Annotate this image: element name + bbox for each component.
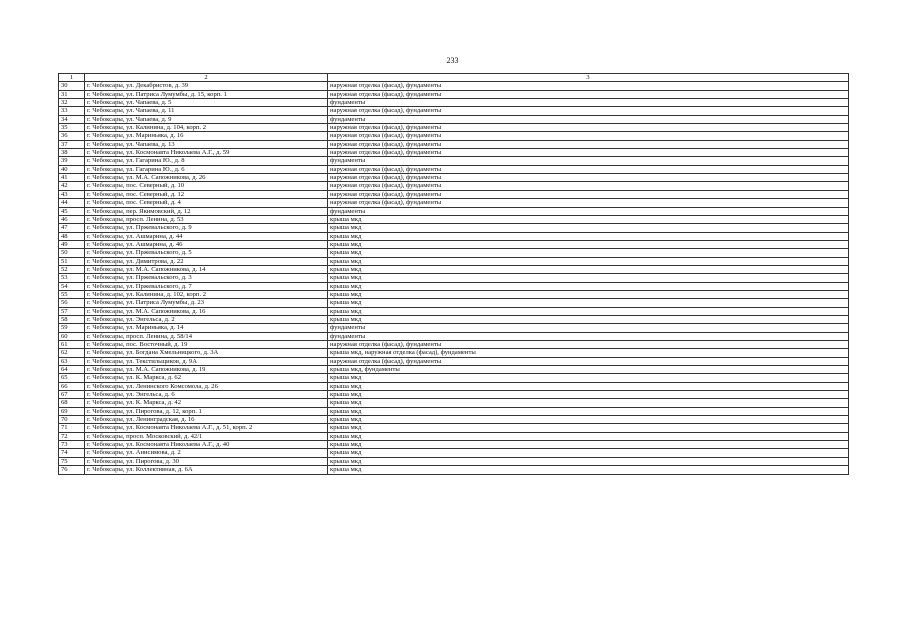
work-type-cell: фундаменты	[328, 324, 849, 332]
address-cell: г. Чебоксары, ул. Калинина, д. 102, корп. 2	[85, 290, 328, 298]
row-number-cell: 74	[59, 449, 85, 457]
row-number-cell: 72	[59, 432, 85, 440]
address-cell: г. Чебоксары, ул. Пржевальского, д. 9	[85, 224, 328, 232]
row-number-cell: 60	[59, 332, 85, 340]
work-type-cell: крыша мкд	[328, 257, 849, 265]
table-row	[59, 416, 849, 424]
address-cell: г. Чебоксары, пос. Северный, д. 4	[85, 199, 328, 207]
page-number: 233	[446, 56, 459, 65]
table-row	[59, 132, 849, 140]
table-row	[59, 232, 849, 240]
row-number-cell: 44	[59, 199, 85, 207]
address-cell: г. Чебоксары, просп. Ленина, д. 58/14	[85, 332, 328, 340]
address-cell: г. Чебоксары, ул. Космонавта Николаева А.Г., д. 59	[85, 149, 328, 157]
row-number-cell: 38	[59, 149, 85, 157]
work-type-cell: крыша мкд	[328, 407, 849, 415]
row-number-cell: 40	[59, 165, 85, 173]
table-row	[59, 332, 849, 340]
row-number-cell: 48	[59, 232, 85, 240]
table-row	[59, 224, 849, 232]
address-cell: г. Чебоксары, ул. Ленинградская, д. 16	[85, 416, 328, 424]
row-number-cell: 73	[59, 441, 85, 449]
row-number-cell: 76	[59, 466, 85, 474]
address-cell: г. Чебоксары, ул. Чапаева, д. 13	[85, 140, 328, 148]
address-cell: г. Чебоксары, пер. Якимовский, д. 12	[85, 207, 328, 215]
address-cell: г. Чебоксары, пос. Восточный, д. 19	[85, 341, 328, 349]
table-header-row	[59, 74, 849, 82]
work-type-cell: крыша мкд	[328, 307, 849, 315]
work-type-cell: крыша мкд	[328, 290, 849, 298]
work-type-cell: крыша мкд	[328, 240, 849, 248]
row-number-cell: 70	[59, 416, 85, 424]
row-number-cell: 64	[59, 366, 85, 374]
row-number-cell: 54	[59, 282, 85, 290]
row-number-cell: 61	[59, 341, 85, 349]
work-type-cell: фундаменты	[328, 157, 849, 165]
work-type-cell: фундаменты	[328, 332, 849, 340]
table-row	[59, 124, 849, 132]
table-row	[59, 449, 849, 457]
table-row	[59, 265, 849, 273]
table-row	[59, 107, 849, 115]
row-number-cell: 50	[59, 249, 85, 257]
table-row	[59, 357, 849, 365]
row-number-cell: 75	[59, 457, 85, 465]
table-row	[59, 149, 849, 157]
table-row	[59, 174, 849, 182]
address-cell: г. Чебоксары, ул. Ленинского Комсомола, д. 26	[85, 382, 328, 390]
work-type-cell: наружная отделка (фасад), фундаменты	[328, 341, 849, 349]
table-row	[59, 349, 849, 357]
work-type-cell: наружная отделка (фасад), фундаменты	[328, 357, 849, 365]
row-number-cell: 63	[59, 357, 85, 365]
work-type-cell: наружная отделка (фасад), фундаменты	[328, 199, 849, 207]
address-cell: г. Чебоксары, пос. Северный, д. 12	[85, 190, 328, 198]
table-row	[59, 424, 849, 432]
work-type-cell: крыша мкд	[328, 224, 849, 232]
address-cell: г. Чебоксары, ул. М.А. Сапожникова, д. 26	[85, 174, 328, 182]
work-type-cell: наружная отделка (фасад), фундаменты	[328, 165, 849, 173]
table-row	[59, 257, 849, 265]
address-cell: г. Чебоксары, пос. Северный, д. 10	[85, 182, 328, 190]
address-cell: г. Чебоксары, ул. Анисимова, д. 2	[85, 449, 328, 457]
address-cell: г. Чебоксары, ул. М.А. Сапожникова, д. 19	[85, 366, 328, 374]
table-row	[59, 140, 849, 148]
table-row	[59, 324, 849, 332]
address-cell: г. Чебоксары, ул. Патриса Лумумбы, д. 23	[85, 299, 328, 307]
address-cell: г. Чебоксары, ул. Пржевальского, д. 5	[85, 249, 328, 257]
table-row	[59, 240, 849, 248]
work-type-cell: наружная отделка (фасад), фундаменты	[328, 182, 849, 190]
row-number-cell: 49	[59, 240, 85, 248]
address-cell: г. Чебоксары, ул. Патриса Лумумбы, д. 15, корп. 1	[85, 90, 328, 98]
work-type-cell: фундаменты	[328, 207, 849, 215]
address-cell: г. Чебоксары, ул. Пржевальского, д. 3	[85, 274, 328, 282]
work-type-cell: крыша мкд	[328, 274, 849, 282]
row-number-cell: 62	[59, 349, 85, 357]
row-number-cell: 37	[59, 140, 85, 148]
work-type-cell: наружная отделка (фасад), фундаменты	[328, 174, 849, 182]
address-cell: г. Чебоксары, ул. Димитрова, д. 22	[85, 257, 328, 265]
work-type-cell: крыша мкд	[328, 391, 849, 399]
row-number-cell: 33	[59, 107, 85, 115]
table-row	[59, 99, 849, 107]
work-type-cell: наружная отделка (фасад), фундаменты	[328, 107, 849, 115]
work-type-cell: крыша мкд	[328, 282, 849, 290]
row-number-cell: 31	[59, 90, 85, 98]
row-number-cell: 71	[59, 424, 85, 432]
row-number-cell: 42	[59, 182, 85, 190]
row-number-cell: 47	[59, 224, 85, 232]
address-cell: г. Чебоксары, ул. Чапаева, д. 9	[85, 115, 328, 123]
work-type-cell: фундаменты	[328, 99, 849, 107]
table-row	[59, 374, 849, 382]
table-row	[59, 215, 849, 223]
column-header: 3	[328, 74, 849, 82]
table-row	[59, 407, 849, 415]
work-type-cell: наружная отделка (фасад), фундаменты	[328, 190, 849, 198]
row-number-cell: 58	[59, 315, 85, 323]
work-type-cell: крыша мкд, фундаменты	[328, 366, 849, 374]
row-number-cell: 69	[59, 407, 85, 415]
row-number-cell: 68	[59, 399, 85, 407]
row-number-cell: 52	[59, 265, 85, 273]
address-cell: г. Чебоксары, ул. Гагарина Ю., д. 6	[85, 165, 328, 173]
work-type-cell: фундаменты	[328, 115, 849, 123]
address-cell: г. Чебоксары, ул. Энгельса, д. 6	[85, 391, 328, 399]
work-type-cell: крыша мкд	[328, 382, 849, 390]
address-cell: г. Чебоксары, ул. Пирогова, д. 12, корп. 1	[85, 407, 328, 415]
address-cell: г. Чебоксары, ул. М.А. Сапожникова, д. 14	[85, 265, 328, 273]
work-type-cell: крыша мкд	[328, 466, 849, 474]
work-type-cell: крыша мкд	[328, 449, 849, 457]
table-row	[59, 341, 849, 349]
table-row	[59, 82, 849, 90]
address-cell: г. Чебоксары, ул. Гагарина Ю., д. 8	[85, 157, 328, 165]
row-number-cell: 35	[59, 124, 85, 132]
row-number-cell: 59	[59, 324, 85, 332]
row-number-cell: 41	[59, 174, 85, 182]
address-cell: г. Чебоксары, ул. Калинина, д. 104, корп. 2	[85, 124, 328, 132]
address-cell: г. Чебоксары, ул. К. Маркса, д. 62	[85, 374, 328, 382]
address-cell: г. Чебоксары, ул. Текстильщиков, д. 9А	[85, 357, 328, 365]
row-number-cell: 55	[59, 290, 85, 298]
table-row	[59, 165, 849, 173]
row-number-cell: 56	[59, 299, 85, 307]
table-row	[59, 274, 849, 282]
address-cell: г. Чебоксары, ул. Коллективная, д. 6А	[85, 466, 328, 474]
address-cell: г. Чебоксары, ул. Космонавта Николаева А.Г., д. 51, корп. 2	[85, 424, 328, 432]
table-row	[59, 441, 849, 449]
table-row	[59, 366, 849, 374]
address-cell: г. Чебоксары, ул. Богдана Хмельницкого, д. 3А	[85, 349, 328, 357]
work-type-cell: крыша мкд	[328, 457, 849, 465]
work-type-cell: наружная отделка (фасад), фундаменты	[328, 124, 849, 132]
table-row	[59, 299, 849, 307]
address-cell: г. Чебоксары, ул. Чапаева, д. 11	[85, 107, 328, 115]
row-number-cell: 39	[59, 157, 85, 165]
work-type-cell: наружная отделка (фасад), фундаменты	[328, 82, 849, 90]
column-header: 2	[85, 74, 328, 82]
table-row	[59, 190, 849, 198]
work-type-cell: наружная отделка (фасад), фундаменты	[328, 149, 849, 157]
work-type-cell: крыша мкд	[328, 299, 849, 307]
work-type-cell: наружная отделка (фасад), фундаменты	[328, 90, 849, 98]
work-type-cell: крыша мкд, наружная отделка (фасад), фундаменты	[328, 349, 849, 357]
work-type-cell: крыша мкд	[328, 424, 849, 432]
address-cell: г. Чебоксары, просп. Ленина, д. 53	[85, 215, 328, 223]
address-cell: г. Чебоксары, ул. Пржевальского, д. 7	[85, 282, 328, 290]
work-type-cell: крыша мкд	[328, 399, 849, 407]
row-number-cell: 46	[59, 215, 85, 223]
table-row	[59, 199, 849, 207]
address-cell: г. Чебоксары, ул. М.А. Сапожникова, д. 16	[85, 307, 328, 315]
table-row	[59, 399, 849, 407]
address-cell: г. Чебоксары, ул. Чапаева, д. 5	[85, 99, 328, 107]
address-cell: г. Чебоксары, ул. Космонавта Николаева А.Г., д. 40	[85, 441, 328, 449]
address-cell: г. Чебоксары, ул. Мариньяка, д. 16	[85, 132, 328, 140]
table-row	[59, 307, 849, 315]
work-type-cell: крыша мкд	[328, 432, 849, 440]
row-number-cell: 67	[59, 391, 85, 399]
row-number-cell: 65	[59, 374, 85, 382]
table-row	[59, 382, 849, 390]
row-number-cell: 66	[59, 382, 85, 390]
buildings-table	[58, 73, 849, 475]
work-type-cell: крыша мкд	[328, 232, 849, 240]
work-type-cell: крыша мкд	[328, 265, 849, 273]
table-row	[59, 466, 849, 474]
table-row	[59, 391, 849, 399]
table-row	[59, 249, 849, 257]
address-cell: г. Чебоксары, просп. Московский, д. 42/1	[85, 432, 328, 440]
address-cell: г. Чебоксары, ул. Мариньяка, д. 14	[85, 324, 328, 332]
table-row	[59, 457, 849, 465]
work-type-cell: крыша мкд	[328, 441, 849, 449]
row-number-cell: 36	[59, 132, 85, 140]
work-type-cell: крыша мкд	[328, 215, 849, 223]
row-number-cell: 51	[59, 257, 85, 265]
work-type-cell: крыша мкд	[328, 374, 849, 382]
table-row	[59, 315, 849, 323]
address-cell: г. Чебоксары, ул. Ашмарина, д. 46	[85, 240, 328, 248]
table-row	[59, 157, 849, 165]
table-row	[59, 432, 849, 440]
table-row	[59, 282, 849, 290]
table-row	[59, 207, 849, 215]
address-cell: г. Чебоксары, ул. Ашмарина, д. 44	[85, 232, 328, 240]
address-cell: г. Чебоксары, ул. Пирогова, д. 30	[85, 457, 328, 465]
work-type-cell: наружная отделка (фасад), фундаменты	[328, 140, 849, 148]
column-header: 1	[59, 74, 85, 82]
table-row	[59, 290, 849, 298]
row-number-cell: 43	[59, 190, 85, 198]
work-type-cell: наружная отделка (фасад), фундаменты	[328, 132, 849, 140]
row-number-cell: 45	[59, 207, 85, 215]
row-number-cell: 53	[59, 274, 85, 282]
table-row	[59, 90, 849, 98]
work-type-cell: крыша мкд	[328, 249, 849, 257]
row-number-cell: 32	[59, 99, 85, 107]
row-number-cell: 34	[59, 115, 85, 123]
address-cell: г. Чебоксары, ул. К. Маркса, д. 42	[85, 399, 328, 407]
work-type-cell: крыша мкд	[328, 416, 849, 424]
row-number-cell: 30	[59, 82, 85, 90]
address-cell: г. Чебоксары, ул. Энгельса, д. 2	[85, 315, 328, 323]
table-row	[59, 115, 849, 123]
table-row	[59, 182, 849, 190]
address-cell: г. Чебоксары, ул. Декабристов, д. 39	[85, 82, 328, 90]
row-number-cell: 57	[59, 307, 85, 315]
work-type-cell: крыша мкд	[328, 315, 849, 323]
